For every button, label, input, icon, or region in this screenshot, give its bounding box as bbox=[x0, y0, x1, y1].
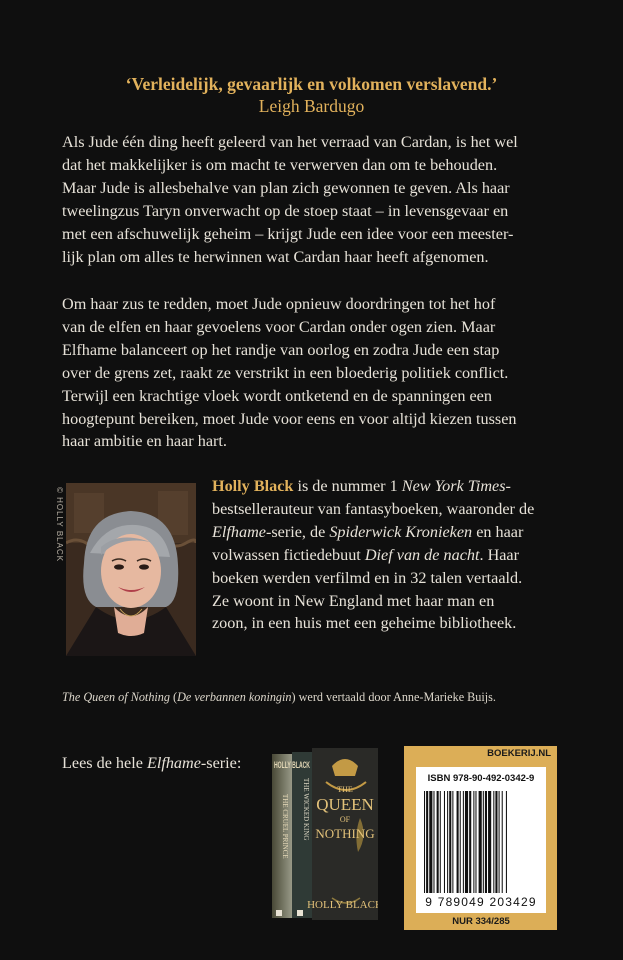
bio-elfhame: Elfhame bbox=[212, 522, 266, 541]
author-photo bbox=[66, 483, 196, 656]
barcode-area bbox=[416, 767, 546, 913]
blurb-line: Terwijl een krachtige vloek wordt ontketend en de spanningen een bbox=[62, 386, 492, 405]
series-label bbox=[62, 754, 241, 773]
blurb-paragraph-1 bbox=[62, 131, 570, 268]
translation-text: ( bbox=[170, 690, 178, 704]
blurb-paragraph-2 bbox=[62, 293, 570, 453]
book2-spine-title: THE WICKED KING bbox=[302, 778, 310, 841]
book-stack-illustration bbox=[272, 748, 378, 924]
blurb-line: haar ambitie en haar hart. bbox=[62, 432, 227, 451]
barcode-digits: 9 789049 203429 bbox=[425, 895, 537, 909]
book-series-image bbox=[272, 748, 378, 924]
bio-text: - bbox=[505, 477, 511, 495]
dutch-title: De verbannen koningin bbox=[177, 690, 292, 704]
translation-text: ) werd vertaald door Anne-Marieke Buijs. bbox=[291, 690, 496, 704]
book3-author: HOLLY BLACK bbox=[307, 899, 378, 911]
blurb-line: dat het makkelijker is om macht te verwerven dan om te behouden. bbox=[62, 155, 498, 174]
photo-credit-text: © HOLLY BLACK bbox=[55, 487, 64, 563]
photo-credit bbox=[52, 487, 66, 657]
author-bio bbox=[212, 475, 576, 635]
bio-text: . Haar bbox=[479, 545, 520, 564]
bio-nyt: New York Times bbox=[401, 477, 506, 495]
blurb-line: over de grens zet, raakt ze verstrikt in een bloederig politiek conflict. bbox=[62, 363, 509, 382]
blurb-line: Elfhame balanceert op het randje van oorlog en zodra Jude een stap bbox=[62, 340, 500, 359]
blurb-line: hoogtepunt bereiken, moet Jude voor eens en voor altijd kiezen tussen bbox=[62, 409, 517, 428]
bio-text: Ze woont in New England met haar man en bbox=[212, 591, 495, 610]
bio-text: zoon, in een huis met een geheime bibliotheek. bbox=[212, 614, 517, 633]
book3-nothing: NOTHING bbox=[315, 826, 375, 841]
barcode-bars bbox=[422, 791, 540, 893]
bio-text: bestsellerauteur van fantasyboeken, waaronder de bbox=[212, 499, 535, 518]
book3-of: OF bbox=[339, 815, 351, 824]
publisher-website: BOEKERIJ.NL bbox=[487, 748, 551, 759]
quote-attribution: Leigh Bardugo bbox=[258, 96, 365, 116]
bio-text: en haar bbox=[472, 522, 524, 541]
blurb-line: lijk plan om alles te herwinnen wat Cardan haar heeft afgenomen. bbox=[62, 247, 489, 266]
bio-text: boeken werden verfilmd en in 32 talen vertaald. bbox=[212, 568, 523, 587]
author-portrait-illustration bbox=[66, 483, 196, 656]
book1-spine-title: THE CRUEL PRINCE bbox=[281, 794, 289, 859]
blurb-line: met een afschuwelijk geheim – krijgt Jude een idee voor een meester- bbox=[62, 224, 514, 243]
blurb-line: Om haar zus te redden, moet Jude opnieuw doordringen tot het hof bbox=[62, 295, 496, 313]
blurb-line: tweelingzus Taryn onverwacht op de stoep staat – in levensgevaar en bbox=[62, 201, 509, 220]
barcode-panel bbox=[404, 746, 557, 930]
bio-text: is de nummer 1 bbox=[293, 477, 402, 495]
book3-the: THE bbox=[337, 785, 353, 794]
series-suffix: -serie: bbox=[200, 754, 242, 772]
bio-text: -serie, de bbox=[265, 522, 330, 541]
blurb-line: Als Jude één ding heeft geleerd van het verraad van Cardan, is het wel bbox=[62, 133, 518, 151]
bio-spiderwick: Spiderwick Kronieken bbox=[329, 522, 473, 541]
author-name: Holly Black bbox=[212, 477, 294, 495]
book3-queen: QUEEN bbox=[316, 795, 374, 814]
series-prefix: Lees de hele bbox=[62, 754, 147, 772]
quote-text: ‘Verleidelijk, gevaarlijk en volkomen verslavend.’ bbox=[125, 74, 498, 94]
blurb-line: Maar Jude is allesbehalve van plan zich gewonnen te geven. Als haar bbox=[62, 178, 510, 197]
book1-author: HOLLY BLACK bbox=[274, 760, 311, 770]
blurb-line: van de elfen en haar gevoelens voor Cardan onder ogen zien. Maar bbox=[62, 317, 496, 336]
isbn: ISBN 978-90-492-0342-9 bbox=[427, 773, 535, 784]
series-name: Elfhame bbox=[146, 754, 201, 772]
nur-code: NUR 334/285 bbox=[452, 916, 510, 927]
endorsement-quote bbox=[0, 73, 623, 117]
original-title: The Queen of Nothing bbox=[62, 690, 170, 704]
bio-dief: Dief van de nacht bbox=[364, 545, 480, 564]
bio-text: volwassen fictiedebuut bbox=[212, 545, 365, 564]
translation-credit bbox=[62, 689, 582, 705]
